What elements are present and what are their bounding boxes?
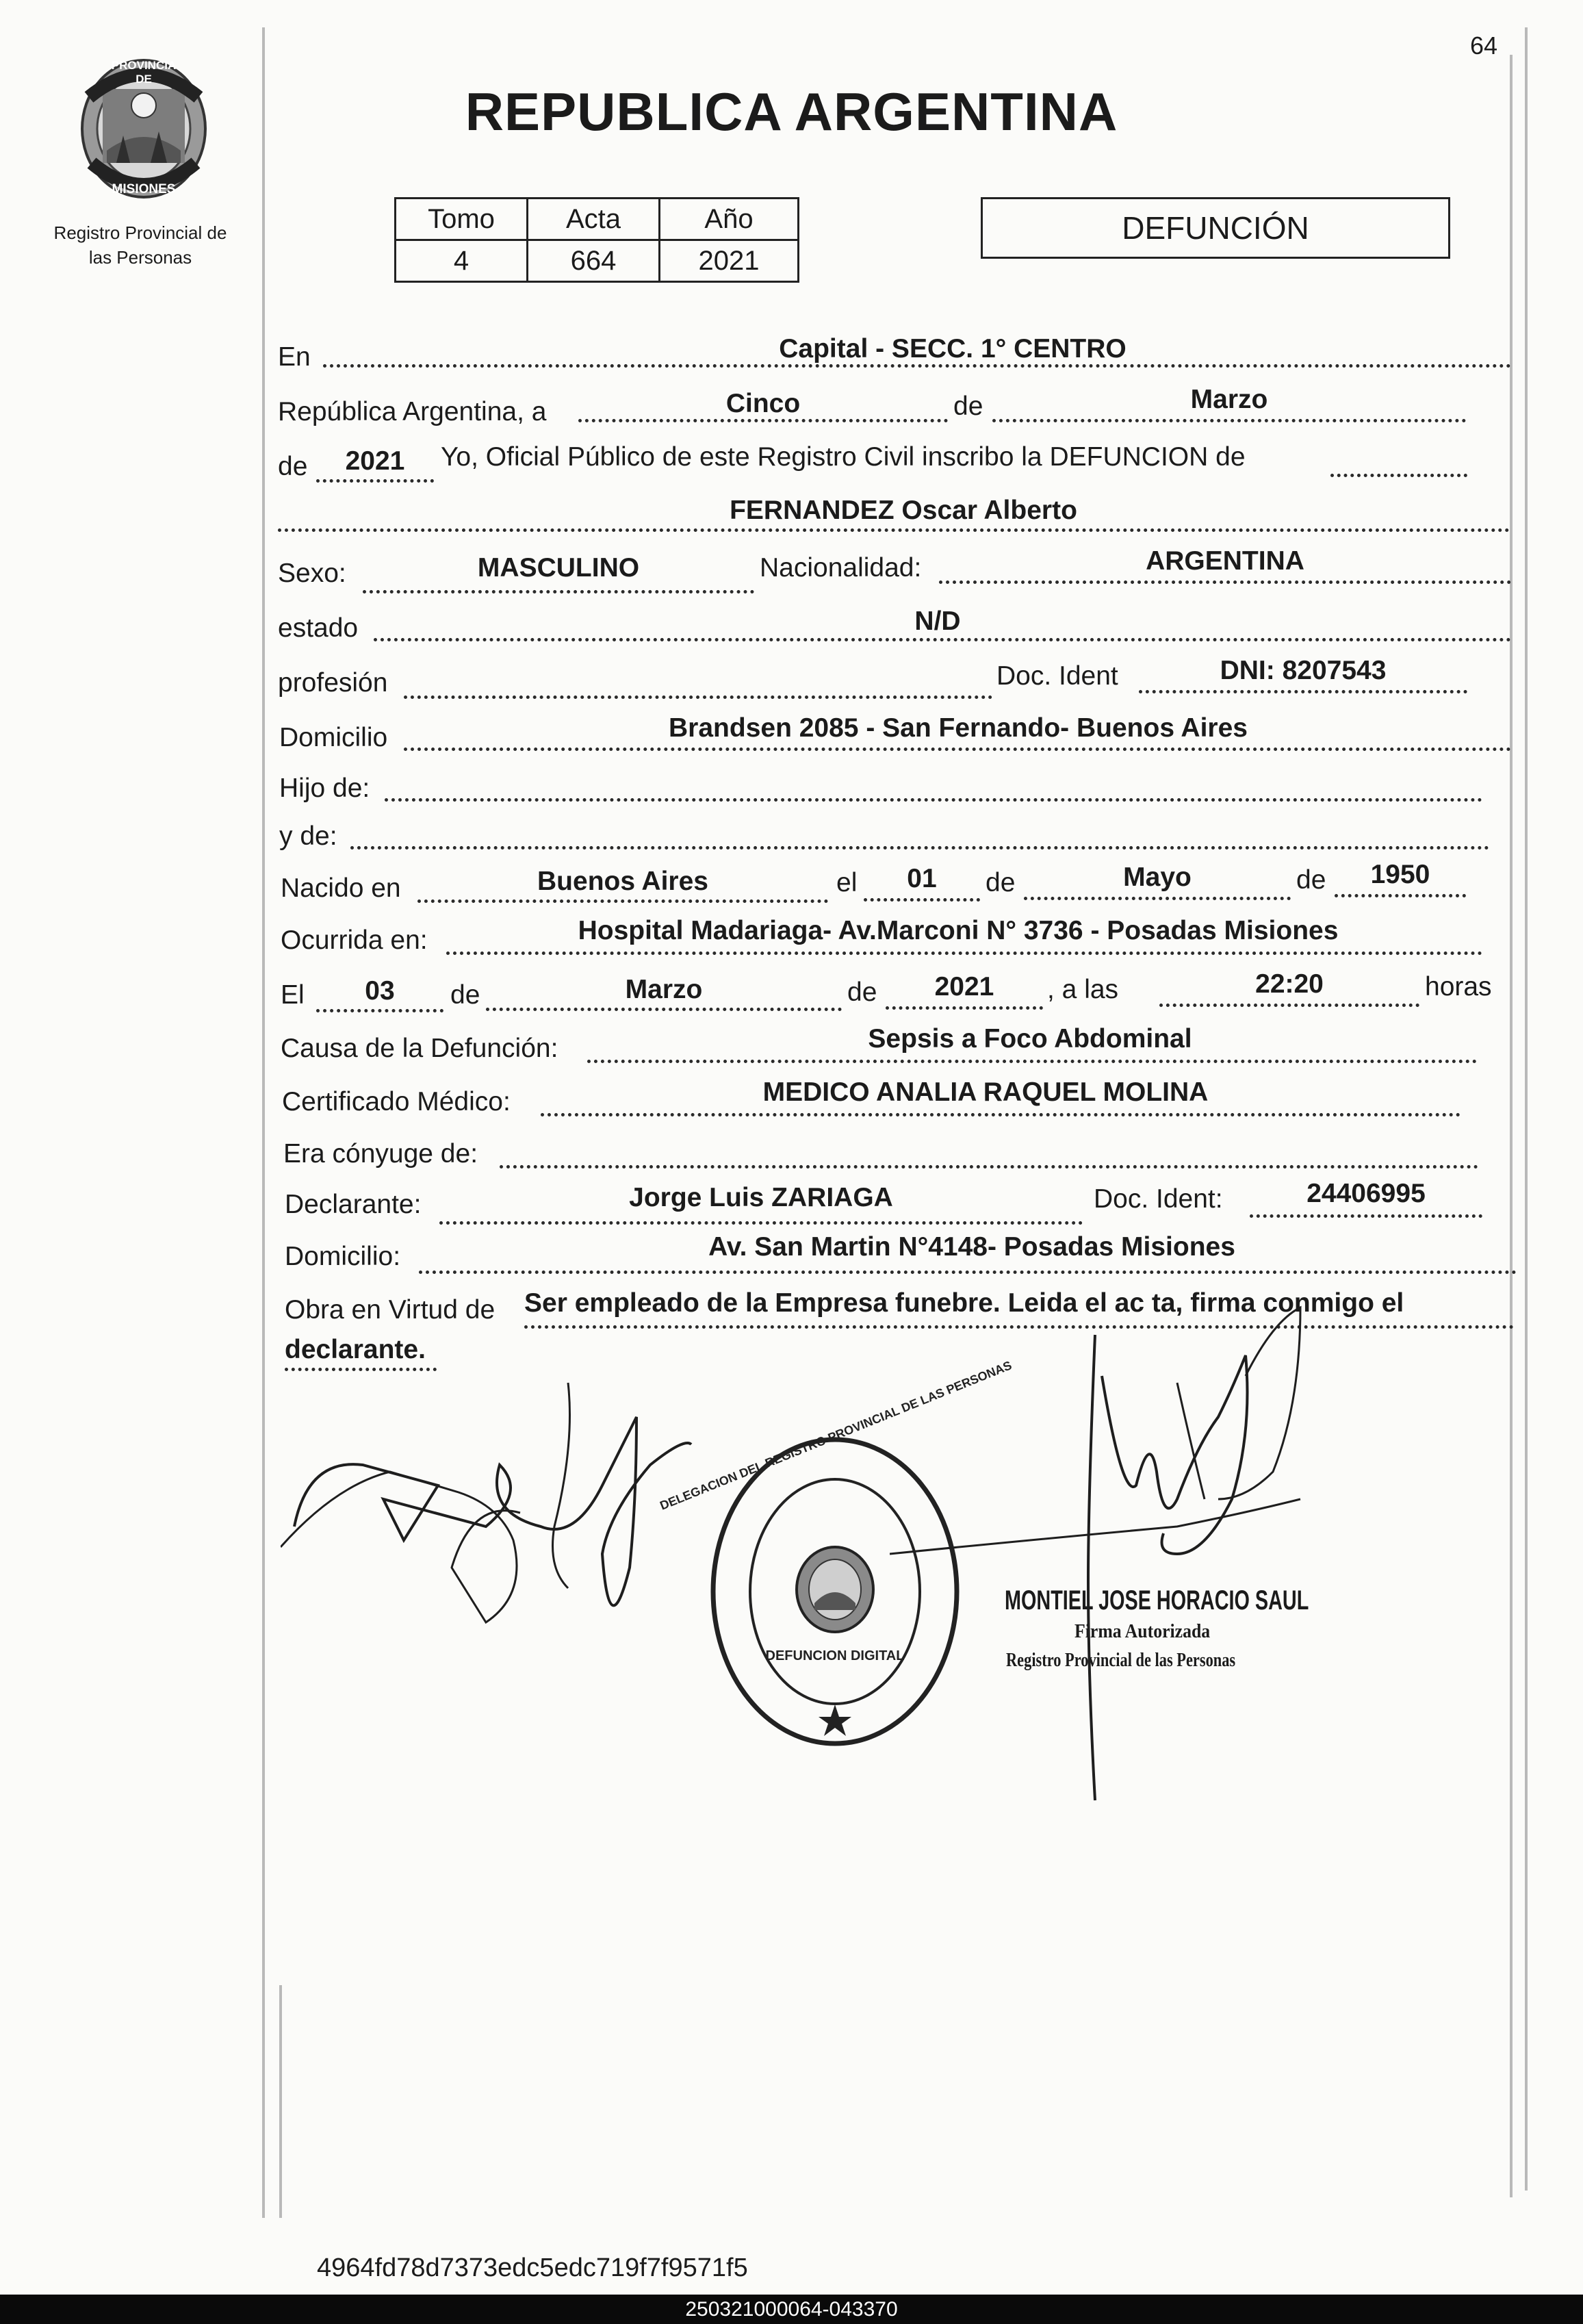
death-day: 03 [365,976,395,1006]
domicilio2-value: Av. San Martin N°4148- Posadas Misiones [708,1232,1235,1262]
value-anio: 2021 [660,240,799,282]
profesion-line [404,695,992,699]
domicilio-label: Domicilio [279,723,388,752]
registration-year: 2021 [345,446,405,476]
horas-label: horas [1425,972,1492,1001]
year-line [316,479,434,483]
footer-code: 250321000064-043370 [685,2298,898,2321]
estado-value: N/D [914,606,961,636]
left-margin-line [262,27,265,2218]
birth-day-line [864,898,980,902]
birth-year-line [1335,894,1466,897]
obra-value-line2: declarante. [285,1335,426,1364]
birth-month-line [1024,897,1291,900]
declarant-signature [281,1362,719,1650]
death-time: 22:20 [1255,969,1324,999]
document-hash: 4964fd78d7373edc5edc719f7f9571f5 [317,2253,748,2282]
sexo-value: MASCULINO [477,553,640,583]
nacionalidad-value: ARGENTINA [1146,546,1304,576]
hijo-line [385,798,1482,802]
declarante-value: Jorge Luis ZARIAGA [629,1183,893,1212]
obra-value-line1: Ser empleado de la Empresa funebre. Leida el ac ta, firma conmigo el [524,1288,1404,1318]
de-label-5: de [450,980,480,1010]
page-number: 64 [1470,31,1498,60]
doc-ident2-label: Doc. Ident: [1094,1184,1223,1214]
nacido-label: Nacido en [281,873,401,903]
de-label-6: de [847,978,877,1007]
nacionalidad-line [939,580,1511,584]
sexo-line [363,590,754,593]
alas-label: , a las [1047,975,1119,1004]
conyuge-line [500,1165,1478,1169]
signer-name: MONTIEL JOSE HORACIO SAUL [1005,1585,1309,1616]
causa-label: Causa de la Defunción: [281,1034,558,1063]
domicilio-value: Brandsen 2085 - San Fernando- Buenos Aires [669,713,1248,743]
doc-ident-value: DNI: 8207543 [1220,656,1387,685]
ocurrida-line [446,952,1482,955]
right-margin-line-2 [1525,27,1528,2191]
certificado-label: Certificado Médico: [282,1087,511,1116]
registry-name: Registro Provincial de las Personas [53,222,227,268]
birth-day: 01 [907,864,937,893]
doc-ident-label: Doc. Ident [996,661,1118,691]
de-label-4: de [1296,865,1326,895]
estado-line [374,638,1511,641]
nacido-value: Buenos Aires [537,867,708,896]
oficial-line [1330,474,1467,477]
ocurrida-value: Hospital Madariaga- Av.Marconi N° 3736 - Posadas Misiones [578,916,1339,945]
document-type-box: DEFUNCIÓN [981,197,1450,259]
doc-ident2-value: 24406995 [1307,1179,1426,1208]
page-title: REPUBLICA ARGENTINA [465,81,1118,142]
obra-label: Obra en Virtud de [285,1295,496,1325]
El-label: El [281,980,305,1010]
logo-top-text: PROVINCIA DE [111,59,177,86]
header-tomo: Tomo [396,199,528,240]
death-year-line [886,1006,1043,1010]
domicilio-line [404,748,1511,751]
birth-month: Mayo [1123,863,1192,892]
round-stamp-inner-text: DEFUNCION DIGITAL [765,1648,905,1663]
declarante-label: Declarante: [285,1190,422,1219]
declarante-line [439,1221,1083,1225]
de-label-2: de [278,452,308,481]
official-signature [890,1294,1382,1814]
estado-label: estado [278,613,359,643]
en-line [323,364,1511,368]
signer-title: Firma Autorizada [1074,1621,1211,1642]
oficial-text: Yo, Oficial Público de este Registro Civil inscribo la DEFUNCION de [441,442,1246,472]
day-word: Cinco [725,389,801,418]
en-label: En [278,342,311,372]
republica-label: República Argentina, a [278,397,547,426]
domicilio2-line [419,1270,1517,1274]
doc-ident2-line [1250,1214,1482,1218]
de-label-3: de [986,868,1016,897]
header-anio: Año [660,199,799,240]
round-stamp-outer-text: DELEGACION DEL REGISTRO PROVINCIAL DE LAS PERSONAS [658,1358,1014,1513]
value-acta: 664 [528,240,660,282]
signer-registry: Registro Provincial de las Personas [1006,1650,1236,1671]
domicilio2-label: Domicilio: [285,1242,401,1271]
logo-bottom-text: MISIONES [112,182,176,196]
death-day-line [316,1009,443,1012]
hijo-label: Hijo de: [279,774,370,803]
certificado-line [541,1113,1460,1116]
certificado-value: MEDICO ANALIA RAQUEL MOLINA [762,1077,1209,1107]
birth-year: 1950 [1370,860,1430,889]
conyuge-label: Era cónyuge de: [283,1139,478,1169]
yde-label: y de: [279,821,337,851]
left-margin-line-lower [279,1985,282,2218]
record-table [394,197,799,283]
month-word: Marzo [1190,385,1268,414]
sexo-label: Sexo: [278,559,346,588]
causa-line [587,1060,1477,1063]
ocurrida-label: Ocurrida en: [281,925,428,955]
causa-value: Sepsis a Foco Abdominal [868,1024,1192,1054]
nacionalidad-label: Nacionalidad: [760,553,922,583]
death-year: 2021 [934,972,994,1001]
value-tomo: 4 [396,240,528,282]
right-margin-line [1510,55,1513,2197]
yde-line [350,846,1489,850]
death-month: Marzo [625,975,703,1004]
day-word-line [578,419,948,422]
month-word-line [992,419,1466,422]
en-value: Capital - SECC. 1° CENTRO [779,334,1127,363]
death-time-line [1159,1004,1419,1007]
header-acta: Acta [528,199,660,240]
profesion-label: profesión [278,668,388,698]
death-month-line [486,1008,842,1011]
name-line [278,528,1510,532]
deceased-name: FERNANDEZ Oscar Alberto [730,496,1077,525]
nacido-line [417,899,828,903]
doc-ident-line [1139,690,1467,693]
el-label: el [836,868,858,897]
de-label-1: de [953,392,983,421]
